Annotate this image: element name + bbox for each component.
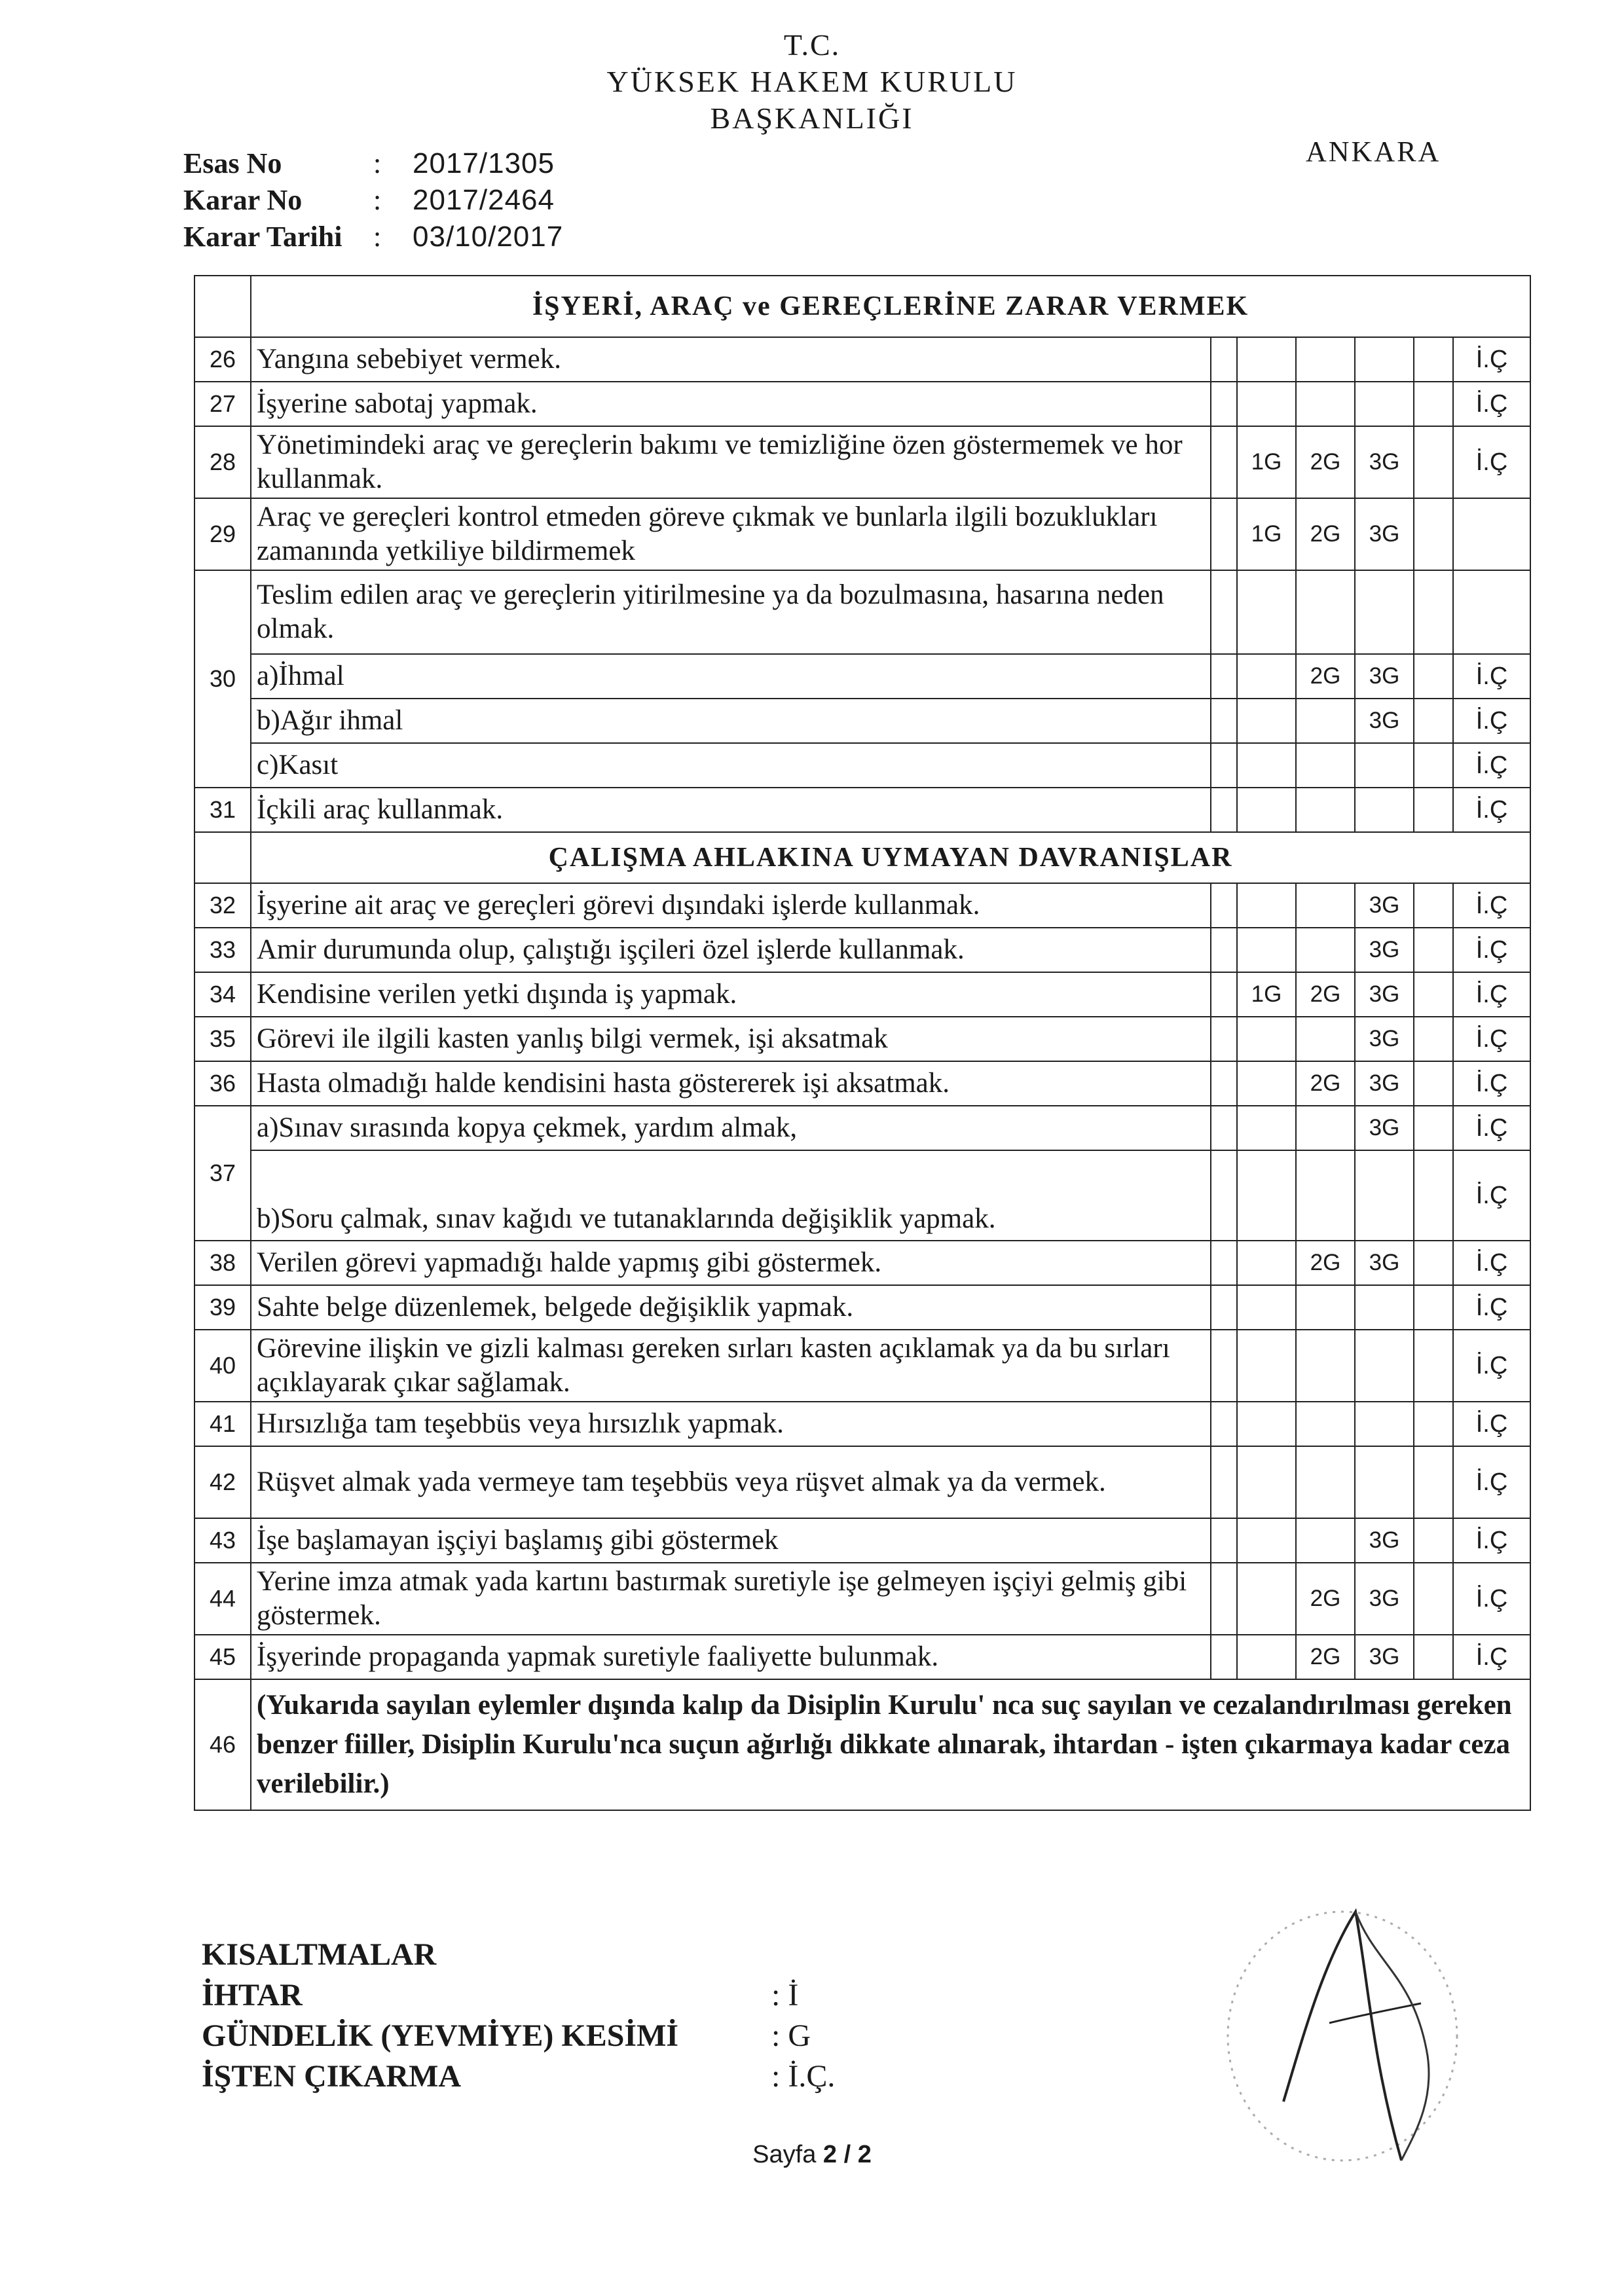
- penalty-ic: İ.Ç: [1453, 1150, 1530, 1241]
- row-text: b)Soru çalmak, sınav kağıdı ve tutanaklarında değişiklik yapmak.: [251, 1150, 1211, 1241]
- meta-label: Karar Tarihi: [183, 221, 342, 253]
- penalty-ic: İ.Ç: [1453, 928, 1530, 972]
- header-tc: T.C.: [783, 28, 841, 62]
- row-number: 44: [194, 1563, 251, 1635]
- row-text: Araç ve gereçleri kontrol etmeden göreve çıkmak ve bunlarla ilgili bozuklukları zamanında yetkiliye bildirmemek: [251, 498, 1211, 570]
- row-intro-text: Teslim edilen araç ve gereçlerin yitirilmesine ya da bozulmasına, hasarına neden olmak.: [251, 570, 1211, 654]
- penalty-2g: [1296, 1330, 1355, 1402]
- penalty-3g: [1355, 1330, 1414, 1402]
- penalty-1g: [1237, 1285, 1296, 1330]
- penalty-ic: [1453, 498, 1530, 570]
- penalty-3g: 3G: [1355, 1061, 1414, 1106]
- row-text: Görevine ilişkin ve gizli kalması gereken sırları kasten açıklamak ya da bu sırları açıklayarak çıkar sağlamak.: [251, 1330, 1211, 1402]
- penalty-1g: 1G: [1237, 498, 1296, 570]
- penalty-1g: [1237, 1563, 1296, 1635]
- penalty-1g: [1237, 788, 1296, 832]
- row-number: 28: [194, 426, 251, 498]
- meta-sep: :: [373, 147, 382, 179]
- empty-cell: [1414, 1017, 1453, 1061]
- meta-value: 2017/1305: [413, 147, 555, 179]
- empty-cell: [1355, 570, 1414, 654]
- penalty-1g: [1237, 1017, 1296, 1061]
- row-number: 36: [194, 1061, 251, 1106]
- penalty-1g: [1237, 1635, 1296, 1679]
- row-text: İçkili araç kullanmak.: [251, 788, 1211, 832]
- empty-cell: [1211, 337, 1237, 382]
- penalty-1g: [1237, 1241, 1296, 1285]
- penalty-1g: [1237, 883, 1296, 928]
- penalty-2g: [1296, 1446, 1355, 1518]
- table-row: [194, 337, 1530, 382]
- penalty-table: [194, 275, 1531, 1811]
- empty-cell: [1414, 972, 1453, 1017]
- row-text: b)Ağır ihmal: [251, 699, 1211, 743]
- empty-cell: [1414, 1563, 1453, 1635]
- row-text: İşe başlamayan işçiyi başlamış gibi göstermek: [251, 1518, 1211, 1563]
- empty-cell: [1211, 788, 1237, 832]
- empty-cell: [1211, 1241, 1237, 1285]
- penalty-2g: [1296, 1518, 1355, 1563]
- table-row: [194, 1446, 1530, 1518]
- penalty-3g: 3G: [1355, 498, 1414, 570]
- row-number: 34: [194, 972, 251, 1017]
- penalty-3g: 3G: [1355, 654, 1414, 699]
- penalty-1g: [1237, 1518, 1296, 1563]
- penalty-3g: [1355, 382, 1414, 426]
- table-row: [194, 1635, 1530, 1679]
- table-subrow: [194, 1150, 1530, 1241]
- empty-cell: [1414, 426, 1453, 498]
- empty-cell: [1211, 570, 1237, 654]
- abbreviation-item: [202, 1975, 835, 2016]
- penalty-1g: [1237, 1402, 1296, 1446]
- penalty-ic: İ.Ç: [1453, 337, 1530, 382]
- penalty-3g: [1355, 337, 1414, 382]
- penalty-ic: İ.Ç: [1453, 382, 1530, 426]
- empty-cell: [1211, 1150, 1237, 1241]
- penalty-2g: 2G: [1296, 654, 1355, 699]
- abbreviations: [202, 1935, 835, 2097]
- penalty-2g: 2G: [1296, 1241, 1355, 1285]
- row-number: 31: [194, 788, 251, 832]
- row-number: 29: [194, 498, 251, 570]
- penalty-3g: [1355, 788, 1414, 832]
- empty-cell: [1414, 1446, 1453, 1518]
- empty-cell: [1414, 928, 1453, 972]
- empty-cell: [1211, 883, 1237, 928]
- table-row: [194, 1330, 1530, 1402]
- empty-cell: [1211, 654, 1237, 699]
- row-text: Sahte belge düzenlemek, belgede değişiklik yapmak.: [251, 1285, 1211, 1330]
- table-subrow: [194, 654, 1530, 699]
- penalty-2g: [1296, 1150, 1355, 1241]
- empty-cell: [1414, 1150, 1453, 1241]
- empty-cell: [1414, 1061, 1453, 1106]
- empty-cell: [1414, 743, 1453, 788]
- penalty-ic: İ.Ç: [1453, 1017, 1530, 1061]
- empty-cell: [1211, 1563, 1237, 1635]
- abbreviation-label: GÜNDELİK (YEVMİYE) KESİMİ: [202, 2018, 679, 2053]
- empty-cell: [1296, 570, 1355, 654]
- meta-karar-tarihi: [183, 219, 563, 255]
- empty-cell: [1211, 1061, 1237, 1106]
- table-row: [194, 1679, 1530, 1810]
- empty-cell: [1414, 883, 1453, 928]
- section-header: [194, 832, 1530, 883]
- penalty-ic: İ.Ç: [1453, 1061, 1530, 1106]
- penalty-ic: İ.Ç: [1453, 1241, 1530, 1285]
- penalty-3g: [1355, 1446, 1414, 1518]
- table-subrow: [194, 699, 1530, 743]
- abbreviation-value: : İ.Ç.: [771, 2059, 836, 2094]
- table-row: [194, 788, 1530, 832]
- penalty-2g: [1296, 928, 1355, 972]
- penalty-ic: İ.Ç: [1453, 1402, 1530, 1446]
- penalty-ic: İ.Ç: [1453, 1635, 1530, 1679]
- table-row: [194, 426, 1530, 498]
- penalty-ic: İ.Ç: [1453, 972, 1530, 1017]
- row-number: 46: [194, 1679, 251, 1810]
- empty-cell: [1211, 1402, 1237, 1446]
- empty-cell: [1211, 382, 1237, 426]
- empty-cell: [1414, 1241, 1453, 1285]
- penalty-1g: [1237, 1061, 1296, 1106]
- meta-karar-no: [183, 182, 563, 219]
- empty-cell: [1414, 1106, 1453, 1150]
- row-number: 27: [194, 382, 251, 426]
- empty-cell: [1211, 1017, 1237, 1061]
- table-row: [194, 1285, 1530, 1330]
- penalty-ic: İ.Ç: [1453, 1330, 1530, 1402]
- section-header: [194, 276, 1530, 337]
- row-text: İşyerine sabotaj yapmak.: [251, 382, 1211, 426]
- penalty-2g: [1296, 743, 1355, 788]
- table-subrow: [194, 743, 1530, 788]
- page-prefix: Sayfa: [752, 2141, 823, 2168]
- section-spacer: [194, 832, 251, 883]
- empty-cell: [1211, 743, 1237, 788]
- penalty-2g: 2G: [1296, 1061, 1355, 1106]
- penalty-ic: İ.Ç: [1453, 1106, 1530, 1150]
- header-institution: YÜKSEK HAKEM KURULU: [606, 65, 1018, 98]
- table-row: [194, 1017, 1530, 1061]
- empty-cell: [1414, 1330, 1453, 1402]
- penalty-1g: [1237, 699, 1296, 743]
- row-text: a)Sınav sırasında kopya çekmek, yardım almak,: [251, 1106, 1211, 1150]
- row-text: c)Kasıt: [251, 743, 1211, 788]
- table-row: [194, 1402, 1530, 1446]
- empty-cell: [1414, 382, 1453, 426]
- penalty-ic: İ.Ç: [1453, 1285, 1530, 1330]
- row-text: Hasta olmadığı halde kendisini hasta göstererek işi aksatmak.: [251, 1061, 1211, 1106]
- page-number: [0, 2141, 1624, 2169]
- penalty-3g: 3G: [1355, 972, 1414, 1017]
- table-row: [194, 498, 1530, 570]
- header-presidency: BAŞKANLIĞI: [710, 101, 914, 135]
- penalty-1g: 1G: [1237, 972, 1296, 1017]
- penalty-1g: [1237, 928, 1296, 972]
- empty-cell: [1211, 1518, 1237, 1563]
- empty-cell: [1414, 1285, 1453, 1330]
- penalty-2g: 2G: [1296, 1563, 1355, 1635]
- meta-value: 2017/2464: [413, 184, 555, 216]
- penalty-2g: 2G: [1296, 426, 1355, 498]
- penalty-2g: [1296, 699, 1355, 743]
- penalty-1g: [1237, 743, 1296, 788]
- empty-cell: [1237, 570, 1296, 654]
- penalty-1g: [1237, 382, 1296, 426]
- row-text: Hırsızlığa tam teşebbüs veya hırsızlık yapmak.: [251, 1402, 1211, 1446]
- row-text: Verilen görevi yapmadığı halde yapmış gibi göstermek.: [251, 1241, 1211, 1285]
- penalty-ic: İ.Ç: [1453, 1518, 1530, 1563]
- table-row: [194, 570, 1530, 654]
- meta-label: Karar No: [183, 184, 303, 216]
- empty-cell: [1211, 928, 1237, 972]
- case-meta: [183, 145, 563, 255]
- penalty-2g: [1296, 382, 1355, 426]
- empty-cell: [1211, 1330, 1237, 1402]
- penalty-ic: İ.Ç: [1453, 654, 1530, 699]
- penalty-3g: 3G: [1355, 883, 1414, 928]
- table-row: [194, 928, 1530, 972]
- row-number: 33: [194, 928, 251, 972]
- penalty-2g: 2G: [1296, 1635, 1355, 1679]
- empty-cell: [1211, 426, 1237, 498]
- row-number: 37: [194, 1106, 251, 1241]
- abbreviation-value: : G: [771, 2018, 811, 2053]
- penalty-ic: İ.Ç: [1453, 699, 1530, 743]
- row-text: Yönetimindeki araç ve gereçlerin bakımı ve temizliğine özen göstermemek ve hor kullanmak.: [251, 426, 1211, 498]
- table-row: [194, 972, 1530, 1017]
- row-number: 41: [194, 1402, 251, 1446]
- empty-cell: [1414, 337, 1453, 382]
- penalty-1g: [1237, 654, 1296, 699]
- row-number: 39: [194, 1285, 251, 1330]
- penalty-2g: 2G: [1296, 972, 1355, 1017]
- page-count: 2 / 2: [822, 2141, 872, 2168]
- abbreviation-item: [202, 2056, 835, 2097]
- abbreviation-item: [202, 2016, 835, 2056]
- penalty-3g: 3G: [1355, 426, 1414, 498]
- row-number: 42: [194, 1446, 251, 1518]
- row-number: 45: [194, 1635, 251, 1679]
- empty-cell: [1211, 1285, 1237, 1330]
- table-row: [194, 1518, 1530, 1563]
- penalty-3g: 3G: [1355, 1241, 1414, 1285]
- penalty-3g: 3G: [1355, 1106, 1414, 1150]
- row-text: Yerine imza atmak yada kartını bastırmak suretiyle işe gelmeyen işçiyi gelmiş gibi göstermek.: [251, 1563, 1211, 1635]
- meta-esas-no: [183, 145, 563, 182]
- penalty-2g: [1296, 1017, 1355, 1061]
- meta-label: Esas No: [183, 147, 282, 179]
- section-title: ÇALIŞMA AHLAKINA UYMAYAN DAVRANIŞLAR: [251, 832, 1530, 883]
- empty-cell: [1414, 654, 1453, 699]
- row-number: 35: [194, 1017, 251, 1061]
- penalty-3g: [1355, 1285, 1414, 1330]
- penalty-ic: İ.Ç: [1453, 883, 1530, 928]
- empty-cell: [1211, 699, 1237, 743]
- row-text: Yangına sebebiyet vermek.: [251, 337, 1211, 382]
- empty-cell: [1211, 972, 1237, 1017]
- penalty-1g: [1237, 1446, 1296, 1518]
- penalty-2g: [1296, 788, 1355, 832]
- row-text-general-clause: (Yukarıda sayılan eylemler dışında kalıp da Disiplin Kurulu' nca suç sayılan ve cezalandırılması gereken benzer fiiller, Disiplin Kurulu'nca suçun ağırlığı dikkate alınarak, ihtardan - işten çıkarmaya kadar ceza verilebilir.): [251, 1679, 1530, 1810]
- penalty-3g: 3G: [1355, 1563, 1414, 1635]
- penalty-3g: [1355, 1402, 1414, 1446]
- penalty-3g: 3G: [1355, 1518, 1414, 1563]
- table-row: [194, 1241, 1530, 1285]
- abbreviation-value: : İ: [771, 1978, 799, 2013]
- empty-cell: [1453, 570, 1530, 654]
- empty-cell: [1211, 1106, 1237, 1150]
- penalty-3g: [1355, 743, 1414, 788]
- penalty-3g: 3G: [1355, 928, 1414, 972]
- section-title: İŞYERİ, ARAÇ ve GEREÇLERİNE ZARAR VERMEK: [251, 276, 1530, 337]
- meta-value: 03/10/2017: [413, 221, 564, 253]
- empty-cell: [1211, 1635, 1237, 1679]
- meta-sep: :: [373, 184, 382, 216]
- row-text: Amir durumunda olup, çalıştığı işçileri özel işlerde kullanmak.: [251, 928, 1211, 972]
- penalty-3g: 3G: [1355, 699, 1414, 743]
- row-number: 38: [194, 1241, 251, 1285]
- penalty-ic: İ.Ç: [1453, 743, 1530, 788]
- penalty-1g: [1237, 1150, 1296, 1241]
- table-row: [194, 883, 1530, 928]
- empty-cell: [1414, 1635, 1453, 1679]
- row-number: 32: [194, 883, 251, 928]
- penalty-3g: 3G: [1355, 1017, 1414, 1061]
- table-row: [194, 382, 1530, 426]
- penalty-ic: İ.Ç: [1453, 1563, 1530, 1635]
- penalty-2g: [1296, 1402, 1355, 1446]
- penalty-2g: [1296, 1285, 1355, 1330]
- row-text: İşyerine ait araç ve gereçleri görevi dışındaki işlerde kullanmak.: [251, 883, 1211, 928]
- abbreviation-label: İŞTEN ÇIKARMA: [202, 2059, 462, 2094]
- row-text: Kendisine verilen yetki dışında iş yapmak.: [251, 972, 1211, 1017]
- abbreviations-title: KISALTMALAR: [202, 1937, 437, 1972]
- penalty-3g: [1355, 1150, 1414, 1241]
- row-text: a)İhmal: [251, 654, 1211, 699]
- row-number: 40: [194, 1330, 251, 1402]
- penalty-2g: [1296, 337, 1355, 382]
- penalty-1g: [1237, 1106, 1296, 1150]
- penalty-3g: 3G: [1355, 1635, 1414, 1679]
- row-text: Rüşvet almak yada vermeye tam teşebbüs veya rüşvet almak ya da vermek.: [251, 1446, 1211, 1518]
- row-number: 30: [194, 570, 251, 788]
- empty-cell: [1414, 570, 1453, 654]
- row-text: İşyerinde propaganda yapmak suretiyle faaliyette bulunmak.: [251, 1635, 1211, 1679]
- abbreviation-label: İHTAR: [202, 1978, 303, 2013]
- empty-cell: [1414, 788, 1453, 832]
- penalty-1g: 1G: [1237, 426, 1296, 498]
- table-row: [194, 1563, 1530, 1635]
- penalty-2g: 2G: [1296, 498, 1355, 570]
- section-spacer: [194, 276, 251, 337]
- penalty-2g: [1296, 883, 1355, 928]
- empty-cell: [1414, 699, 1453, 743]
- empty-cell: [1414, 1518, 1453, 1563]
- empty-cell: [1211, 1446, 1237, 1518]
- empty-cell: [1211, 498, 1237, 570]
- table-row: [194, 1061, 1530, 1106]
- meta-sep: :: [373, 221, 382, 253]
- penalty-ic: İ.Ç: [1453, 1446, 1530, 1518]
- penalty-ic: İ.Ç: [1453, 788, 1530, 832]
- penalty-1g: [1237, 1330, 1296, 1402]
- empty-cell: [1414, 1402, 1453, 1446]
- table-row: [194, 1106, 1530, 1150]
- penalty-2g: [1296, 1106, 1355, 1150]
- row-text: Görevi ile ilgili kasten yanlış bilgi vermek, işi aksatmak: [251, 1017, 1211, 1061]
- header-city: ANKARA: [1306, 136, 1441, 168]
- penalty-ic: İ.Ç: [1453, 426, 1530, 498]
- row-number: 43: [194, 1518, 251, 1563]
- penalty-1g: [1237, 337, 1296, 382]
- row-number: 26: [194, 337, 251, 382]
- empty-cell: [1414, 498, 1453, 570]
